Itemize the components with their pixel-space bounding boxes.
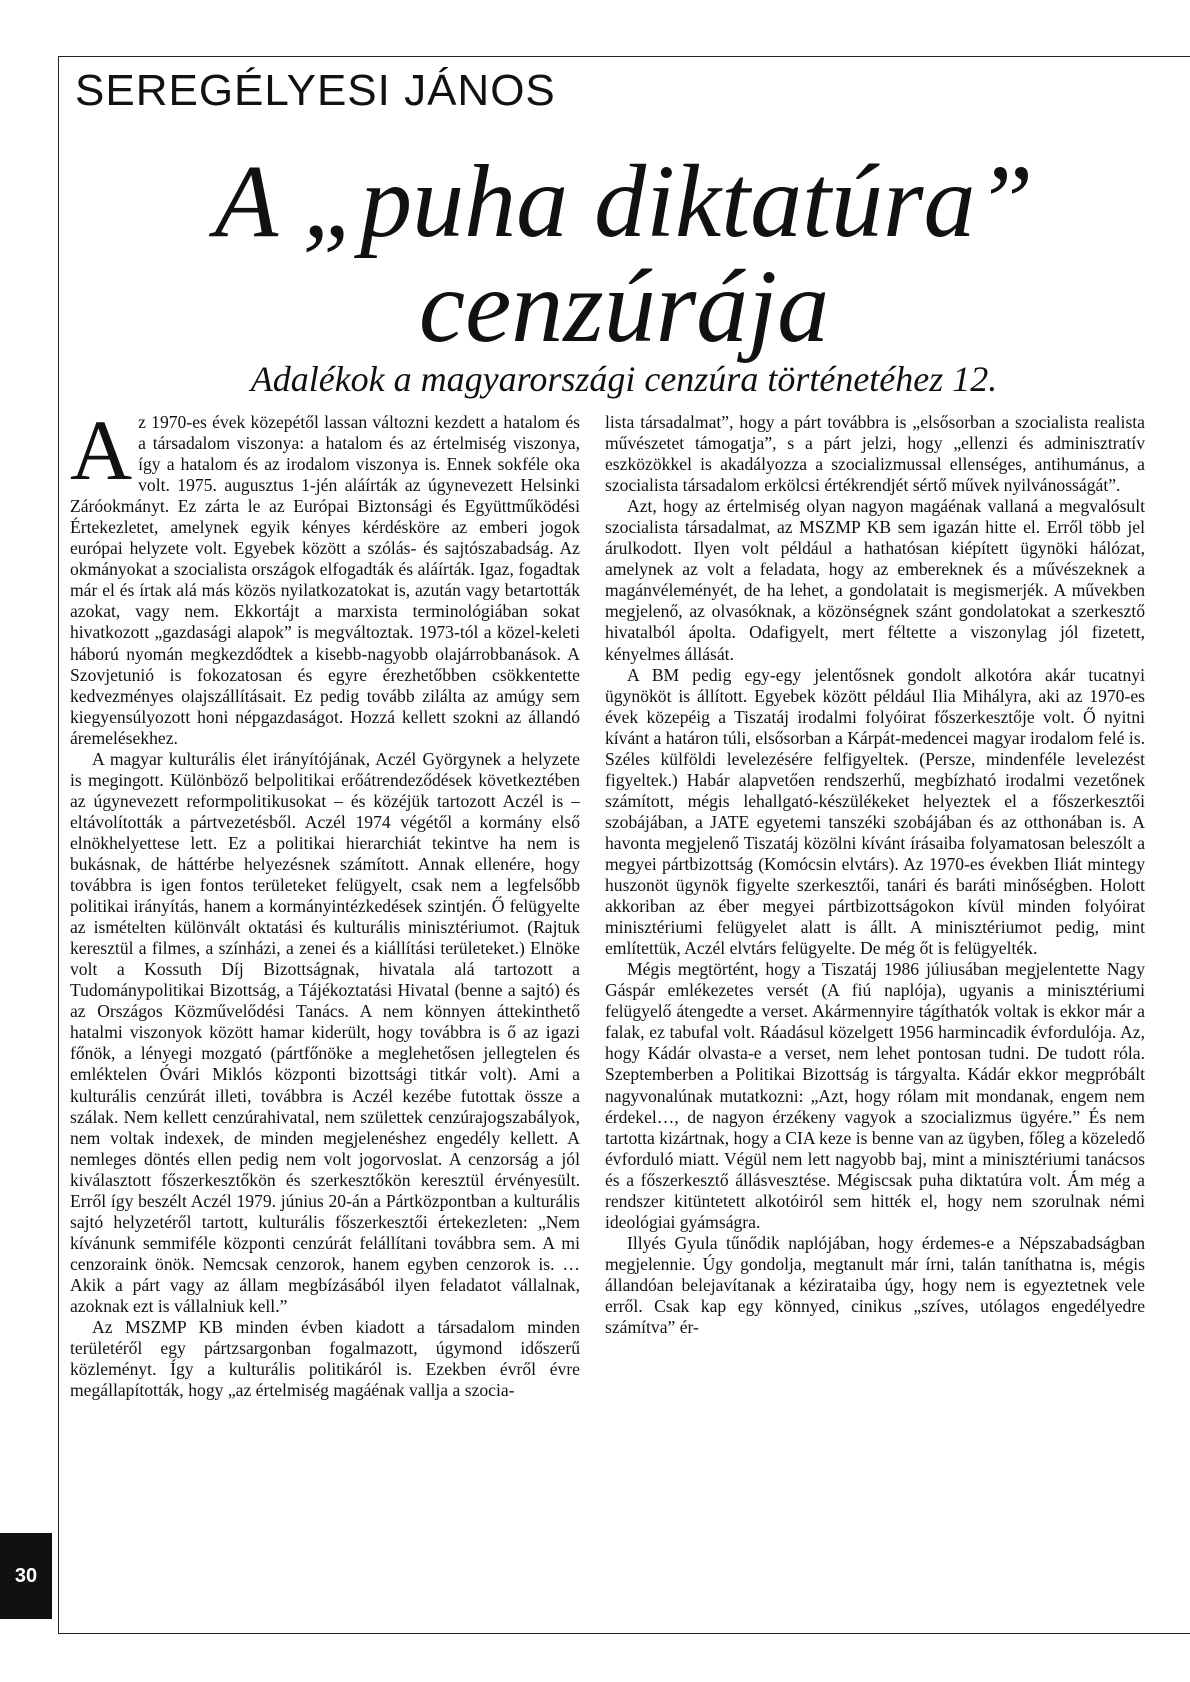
author-name: SEREGÉLYESI JÁNOS xyxy=(75,66,556,115)
article-subtitle: Adalékok a magyarországi cenzúra történetéhez 12. xyxy=(250,359,998,399)
right-column xyxy=(605,412,1145,1338)
paragraph: A BM pedig egy-egy jelentősnek gondolt alkotóra akár tucatnyi ügynököt is állított. Egyebek között például Ilia Mihályra, aki az 1970-es évek közepéig a Tiszatáj irodalmi folyóirat főszerkesztője volt. Ő nyitni kívánt a határon túli, elsősorban a Kárpát-medencei magyar irodalom felé is. Széles külföldi levelezésére felfigyeltek. (Persze, mindenféle levelezést figyeltek.) Habár alapvetően rendszerhű, megbízható irodalmi vezetőnek számított, mégis lehallgató-készülékeket helyeztek el a főszerkesztői szobájában, a JATE egyetemi tanszéki szobájában és az otthonában is. A havonta megjelenő Tiszatáj közölni kívánt írásaiba folyamatosan beleszólt a megyei pártbizottság (Komócsin elvtárs). Az 1970-es években Iliát mintegy huszonöt ügynök figyelte szerkesztői, tanári és baráti minőségben. Holott akkoriban az éber megyei pártbizottságokon kívül minden folyóirat minisztériumi felügyelet alatt is állt. A minisztériumot pedig, mint említettük, Aczél elvtárs felügyelte. De még őt is felügyelték. xyxy=(605,664,1145,959)
paragraph: A magyar kulturális élet irányítójának, Aczél Györgynek a helyzete is megingott. Különböző belpolitikai erőátrendeződések következtében az úgynevezett reformpolitikusokat – és közéjük tartozott Aczél is – eltávolították a pártvezetésből. Aczél 1974 végétől a kormány első elnökhelyettese lett. Ez a politikai hierarchiát tekintve ha nem is bukásnak, de háttérbe helyezésnek számított. Annak ellenére, hogy továbbra is igen fontos területeket felügyelt, csak nem a legfelsőbb politikai irányítás, hanem a kormányintézkedések szintjén. Ő felügyelte az ismételten különvált oktatási és kulturális minisztériumot. (Rajtuk keresztül a filmes, a színházi, a zenei és a kiállítási területeket.) Elnöke volt a Kossuth Díj Bizottságnak, hivatala alá tartozott a Tudománypolitikai Bizottság, a Tájékoztatási Hivatal (benne a sajtó) és az Országos Közművelődési Tanács. A nem könnyen áttekinthető hatalmi viszonyok között hamar kiderült, hogy továbbra is ő az igazi főnök, a lényegi mozgató (pártfőnöke a meglehetősen jellegtelen és emléktelen Óvári Miklós központi bizottsági titkár volt). Ami a kulturális cenzúrát illeti, továbbra is Aczél kezébe futottak össze a szálak. Nem kellett cenzúrahivatal, nem születtek cenzúrajogszabályok, nem voltak indexek, de minden megjelenéshez engedély kellett. A nemleges döntés ellen pedig nem volt jogorvoslat. A cenzorság a jól kiválasztott főszerkesztőkön és szerkesztőkön keresztül érvényesült. Erről így beszélt Aczél 1979. június 20-án a Pártközpontban a kulturális sajtó helyzetéről tartott, kulturális főszerkesztői értekezleten: „Nem kívánunk semmiféle központi cenzúrát felállítani továbbra sem. A mi cenzoraink önök. Nemcsak cenzorok, hanem egyben cenzorok is. … Akik a párt vagy az állam megbízásából ilyen feladatot vállalnak, azoknak ezt is vállalniuk kell.” xyxy=(70,748,580,1316)
paragraph xyxy=(70,402,580,749)
page-number: 30 xyxy=(0,1533,52,1619)
paragraph-text: z 1970-es évek közepétől lassan változni kezdett a hatalom és a társadalom viszonya: a hatalom és az értelmiség viszonya, így a hatalom és az irodalom viszonya is. Ennek sokféle oka volt. 1975. augusztus 1-jén aláírták az úgynevezett Helsinki Záróokmányt. Ez zárta le az Európai Biztonsági és Együttműködési Értekezletet, amelynek egyik kényes kérdésköre az emberi jogok európai helyzete volt. Egyebek között a szólás- és sajtószabadság. Az okmányokat a szocialista országok elfogadták és aláírták. Igaz, fogadtak már el és írtak alá más közös nyilatkozatokat is, azután vagy betartották azokat, vagy nem. Ekkortájt a marxista terminológiában sokat hivatkozott „gazdasági alapok” is megváltoztak. 1973-tól a közel-keleti háború nyomán megkezdődtek a kisebb-nagyobb olajárrobbanások. A Szovjetunió is fokozatosan és egyre érezhetőbben csökkentette kedvezményes olajszállításait. Ez pedig tovább zilálta az amúgy sem kiegyensúlyozott honi népgazdaságot. Hozzá kellett szokni az állandó áremelésekhez. xyxy=(70,412,580,748)
paragraph: Illyés Gyula tűnődik naplójában, hogy érdemes-e a Népszabadságban megjelennie. Úgy gondolja, megtanult már írni, talán taníthatna is, mégis állandóan belejavítanak a kézirataiba úgy, hogy nem is egyeztetnek vele erről. Csak kap egy könnyed, cinikus „szíves, utólagos engedélyedre számítva” ér- xyxy=(605,1232,1145,1338)
paragraph: lista társadalmat”, hogy a párt továbbra is „elsősorban a szocialista realista művészetet támogatja”, s a párt jelzi, hogy „ellenzi és adminisztratív eszközökkel is akadályozza a szocializmussal ellenséges, antihumánus, a szocialista társadalom erkölcsi értékrendjét sértő művek nyilvánosságát”. xyxy=(605,412,1145,496)
drop-cap: A xyxy=(70,402,133,498)
article-title-line1: A „puha diktatúra” xyxy=(214,144,1034,259)
paragraph: Azt, hogy az értelmiség olyan nagyon magáénak vallaná a megvalósult szocialista társadalmat, az MSZMP KB sem igazán hitte el. Erről több jel árulkodott. Ilyen volt például a hathatósan kiépített ügynöki hálózat, amelynek az volt a feladata, hogy az embereknek és a művészeknek a magánvéleményét, de ha lehet, a gondolatait is megismerjék. A művekben megjelenő, az olvasóknak, a közönségnek szánt gondolatokat a szerkesztő hivatalból ápolta. Odafigyelt, mert féltette a viszonylag jól fizetett, kényelmes állását. xyxy=(605,496,1145,664)
paragraph: Az MSZMP KB minden évben kiadott a társadalom minden területéről egy pártzsargonban fogalmazott, úgymond időszerű közleményt. Így a kulturális politikáról is. Ezekben évről évre megállapították, hogy „az értelmiség magáénak vallja a szocia- xyxy=(70,1317,580,1401)
article-title-line2: cenzúrája xyxy=(418,249,830,364)
paragraph: Mégis megtörtént, hogy a Tiszatáj 1986 júliusában megjelentette Nagy Gáspár emlékezetes versét (A fiú naplója), ugyanis a minisztériumi felügyelő átengedte a verset. Akármennyire tágíthatók voltak is ekkor már a falak, ez tabufal volt. Ráadásul közelgett 1956 harmincadik évfordulója. Az, hogy Kádár olvasta-e a verset, nem lehet pontosan tudni. De tudott róla. Szeptemberben a Politikai Bizottság is tárgyalta. Kádár ekkor megpróbált nagyvonalúnak mutatkozni: „Azt, hogy rólam mit mondanak, engem nem érdekel…, de nagyon érzékeny vagyok a szocializmus ügyére.” És nem tartotta kizártnak, hogy a CIA keze is benne van az ügyben, főleg a közeledő évforduló miatt. Végül nem lett nagyobb baj, mint a minisztériumi tanácsos és a főszerkesztő állásvesztése. Mégiscsak puha diktatúra volt. Ám még a rendszer kitüntetett alkotóiról sem hitték el, hogy nem szorulnak némi ideológiai gyámságra. xyxy=(605,959,1145,1232)
left-column xyxy=(70,402,580,1401)
